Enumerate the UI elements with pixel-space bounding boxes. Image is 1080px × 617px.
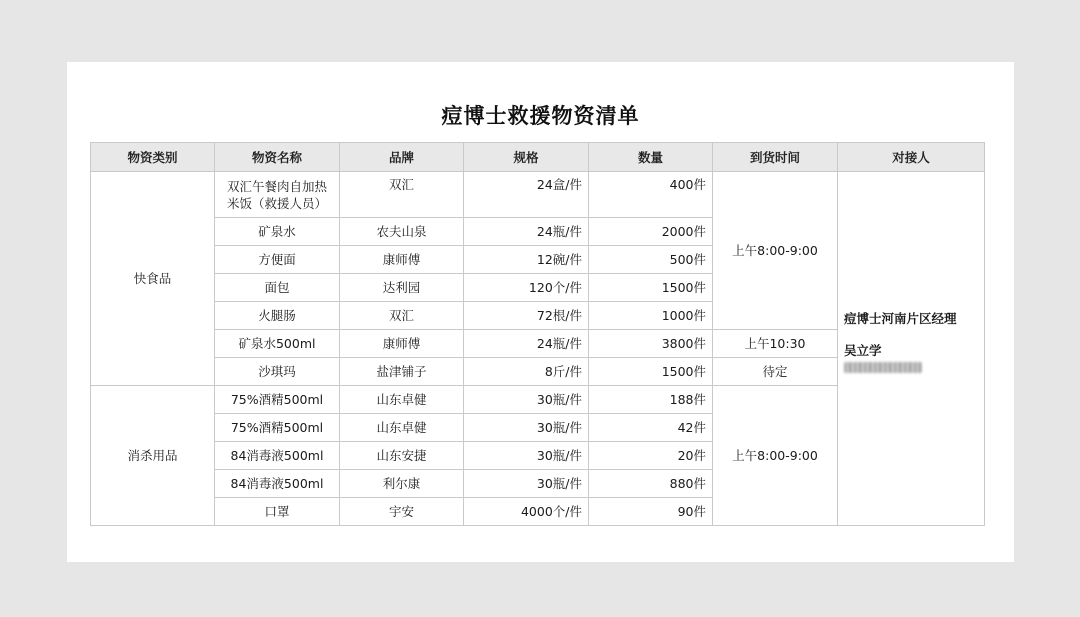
item-name: 沙琪玛	[215, 358, 340, 386]
item-spec: 24瓶/件	[464, 218, 589, 246]
item-name: 口罩	[215, 498, 340, 526]
contact-cell	[838, 172, 985, 526]
item-brand: 农夫山泉	[340, 218, 464, 246]
item-name: 75%酒精500ml	[215, 414, 340, 442]
table-header-row	[91, 143, 985, 172]
item-spec: 30瓶/件	[464, 414, 589, 442]
contact-person: 吴立学	[844, 343, 882, 358]
item-spec: 30瓶/件	[464, 386, 589, 414]
item-brand: 宇安	[340, 498, 464, 526]
item-quantity: 880件	[589, 470, 713, 498]
item-quantity: 188件	[589, 386, 713, 414]
item-name: 84消毒液500ml	[215, 470, 340, 498]
item-brand: 山东安捷	[340, 442, 464, 470]
item-spec: 72根/件	[464, 302, 589, 330]
item-spec: 120个/件	[464, 274, 589, 302]
category-cell: 消杀用品	[91, 386, 215, 526]
arrival-cell: 上午8:00-9:00	[713, 172, 838, 330]
item-spec: 30瓶/件	[464, 470, 589, 498]
item-brand: 双汇	[340, 172, 464, 218]
item-quantity: 1000件	[589, 302, 713, 330]
item-spec: 24盒/件	[464, 172, 589, 218]
item-spec: 8斤/件	[464, 358, 589, 386]
header-spec: 规格	[464, 143, 589, 172]
header-brand: 品牌	[340, 143, 464, 172]
item-name: 面包	[215, 274, 340, 302]
header-quantity: 数量	[589, 143, 713, 172]
header-name: 物资名称	[215, 143, 340, 172]
item-spec: 24瓶/件	[464, 330, 589, 358]
item-brand: 达利园	[340, 274, 464, 302]
document-sheet	[67, 62, 1014, 562]
header-arrival: 到货时间	[713, 143, 838, 172]
document-title: 痘博士救援物资清单	[441, 104, 640, 128]
item-quantity: 500件	[589, 246, 713, 274]
item-spec: 4000个/件	[464, 498, 589, 526]
arrival-cell: 待定	[713, 358, 838, 386]
redacted-phone	[844, 362, 922, 373]
item-brand: 康师傅	[340, 330, 464, 358]
item-brand: 康师傅	[340, 246, 464, 274]
item-brand: 盐津铺子	[340, 358, 464, 386]
item-brand: 山东卓健	[340, 386, 464, 414]
item-quantity: 400件	[589, 172, 713, 218]
item-quantity: 42件	[589, 414, 713, 442]
item-spec: 30瓶/件	[464, 442, 589, 470]
supplies-table	[90, 142, 985, 526]
category-cell: 快食品	[91, 172, 215, 386]
item-name: 75%酒精500ml	[215, 386, 340, 414]
item-brand: 双汇	[340, 302, 464, 330]
item-spec: 12碗/件	[464, 246, 589, 274]
item-quantity: 90件	[589, 498, 713, 526]
item-name: 矿泉水500ml	[215, 330, 340, 358]
item-name: 双汇午餐肉自加热米饭（救援人员）	[215, 172, 340, 218]
item-name: 矿泉水	[215, 218, 340, 246]
arrival-cell: 上午10:30	[713, 330, 838, 358]
item-brand: 利尔康	[340, 470, 464, 498]
item-name: 火腿肠	[215, 302, 340, 330]
item-quantity: 1500件	[589, 358, 713, 386]
header-contact: 对接人	[838, 143, 985, 172]
item-name: 方便面	[215, 246, 340, 274]
item-quantity: 20件	[589, 442, 713, 470]
item-quantity: 1500件	[589, 274, 713, 302]
item-quantity: 3800件	[589, 330, 713, 358]
table-row	[91, 172, 985, 218]
contact-org: 痘博士河南片区经理	[844, 311, 957, 326]
arrival-cell: 上午8:00-9:00	[713, 386, 838, 526]
item-brand: 山东卓健	[340, 414, 464, 442]
item-name: 84消毒液500ml	[215, 442, 340, 470]
header-category: 物资类别	[91, 143, 215, 172]
item-quantity: 2000件	[589, 218, 713, 246]
